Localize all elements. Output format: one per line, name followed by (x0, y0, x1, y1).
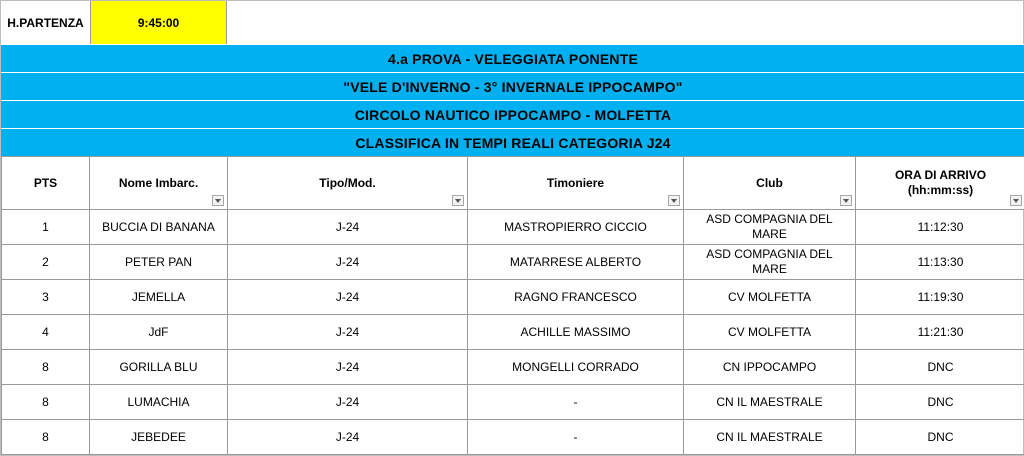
cell-arrival[interactable]: DNC (856, 420, 1024, 455)
column-header-club (684, 157, 856, 210)
cell-type[interactable]: J-24 (228, 245, 468, 280)
cell-pts[interactable]: 8 (2, 420, 90, 455)
club-banner: CIRCOLO NAUTICO IPPOCAMPO - MOLFETTA (1, 100, 1024, 128)
cell-type[interactable]: J-24 (228, 280, 468, 315)
filter-dropdown-icon[interactable] (452, 195, 464, 206)
filter-dropdown-icon[interactable] (840, 195, 852, 206)
filter-dropdown-icon[interactable] (212, 195, 224, 206)
table-row (2, 280, 1024, 315)
column-header-label: (hh:mm:ss) (907, 183, 974, 197)
cell-arrival[interactable]: DNC (856, 350, 1024, 385)
column-header-name (90, 157, 228, 210)
cell-club[interactable]: CV MOLFETTA (684, 280, 856, 315)
cell-arrival[interactable]: 11:19:30 (856, 280, 1024, 315)
cell-pts[interactable]: 1 (2, 210, 90, 245)
cell-arrival[interactable]: 11:13:30 (856, 245, 1024, 280)
cell-club[interactable]: ASD COMPAGNIA DEL MARE (684, 210, 856, 245)
cell-pts[interactable]: 8 (2, 385, 90, 420)
column-header-type (228, 157, 468, 210)
filter-dropdown-icon[interactable] (1010, 195, 1022, 206)
event-title-banner: "VELE D'INVERNO - 3° INVERNALE IPPOCAMPO" (1, 72, 1024, 100)
start-time-label: H.PARTENZA (1, 1, 91, 44)
cell-type[interactable]: J-24 (228, 210, 468, 245)
cell-type[interactable]: J-24 (228, 420, 468, 455)
cell-club[interactable]: CV MOLFETTA (684, 315, 856, 350)
cell-boat-name[interactable]: LUMACHIA (90, 385, 228, 420)
cell-helm[interactable]: MONGELLI CORRADO (468, 350, 684, 385)
table-header-row (2, 157, 1024, 210)
table-row (2, 420, 1024, 455)
cell-type[interactable]: J-24 (228, 350, 468, 385)
cell-club[interactable]: CN IPPOCAMPO (684, 350, 856, 385)
cell-pts[interactable]: 4 (2, 315, 90, 350)
cell-arrival[interactable]: 11:12:30 (856, 210, 1024, 245)
cell-pts[interactable]: 2 (2, 245, 90, 280)
cell-pts[interactable]: 3 (2, 280, 90, 315)
column-header-label: Timoniere (546, 175, 605, 190)
start-time-value[interactable]: 9:45:00 (91, 1, 227, 44)
cell-boat-name[interactable]: BUCCIA DI BANANA (90, 210, 228, 245)
column-header-label: PTS (33, 175, 58, 190)
column-header-label: Club (756, 175, 783, 190)
ranking-title-banner: CLASSIFICA IN TEMPI REALI CATEGORIA J24 (1, 128, 1024, 156)
cell-boat-name[interactable]: GORILLA BLU (90, 350, 228, 385)
cell-boat-name[interactable]: PETER PAN (90, 245, 228, 280)
cell-pts[interactable]: 8 (2, 350, 90, 385)
column-header-label: Nome Imbarc. (118, 175, 199, 190)
start-time-row (1, 1, 227, 44)
table-row (2, 385, 1024, 420)
cell-club[interactable]: ASD COMPAGNIA DEL MARE (684, 245, 856, 280)
cell-arrival[interactable]: 11:21:30 (856, 315, 1024, 350)
cell-club[interactable]: CN IL MAESTRALE (684, 385, 856, 420)
cell-type[interactable]: J-24 (228, 315, 468, 350)
column-header-pts (2, 157, 90, 210)
column-header-helm (468, 157, 684, 210)
column-header-label: ORA DI ARRIVO (894, 168, 987, 182)
race-title-banner: 4.a PROVA - VELEGGIATA PONENTE (1, 44, 1024, 72)
cell-helm[interactable]: MATARRESE ALBERTO (468, 245, 684, 280)
cell-helm[interactable]: RAGNO FRANCESCO (468, 280, 684, 315)
cell-boat-name[interactable]: JdF (90, 315, 228, 350)
cell-club[interactable]: CN IL MAESTRALE (684, 420, 856, 455)
table-row (2, 210, 1024, 245)
column-header-label: Tipo/Mod. (319, 175, 376, 190)
column-header-arrival (856, 157, 1024, 210)
table-row (2, 350, 1024, 385)
results-table (1, 156, 1024, 455)
cell-helm[interactable]: MASTROPIERRO CICCIO (468, 210, 684, 245)
cell-helm[interactable]: - (468, 385, 684, 420)
filter-dropdown-icon[interactable] (668, 195, 680, 206)
cell-boat-name[interactable]: JEBEDEE (90, 420, 228, 455)
cell-helm[interactable]: - (468, 420, 684, 455)
cell-arrival[interactable]: DNC (856, 385, 1024, 420)
cell-helm[interactable]: ACHILLE MASSIMO (468, 315, 684, 350)
cell-boat-name[interactable]: JEMELLA (90, 280, 228, 315)
table-row (2, 245, 1024, 280)
table-row (2, 315, 1024, 350)
cell-type[interactable]: J-24 (228, 385, 468, 420)
